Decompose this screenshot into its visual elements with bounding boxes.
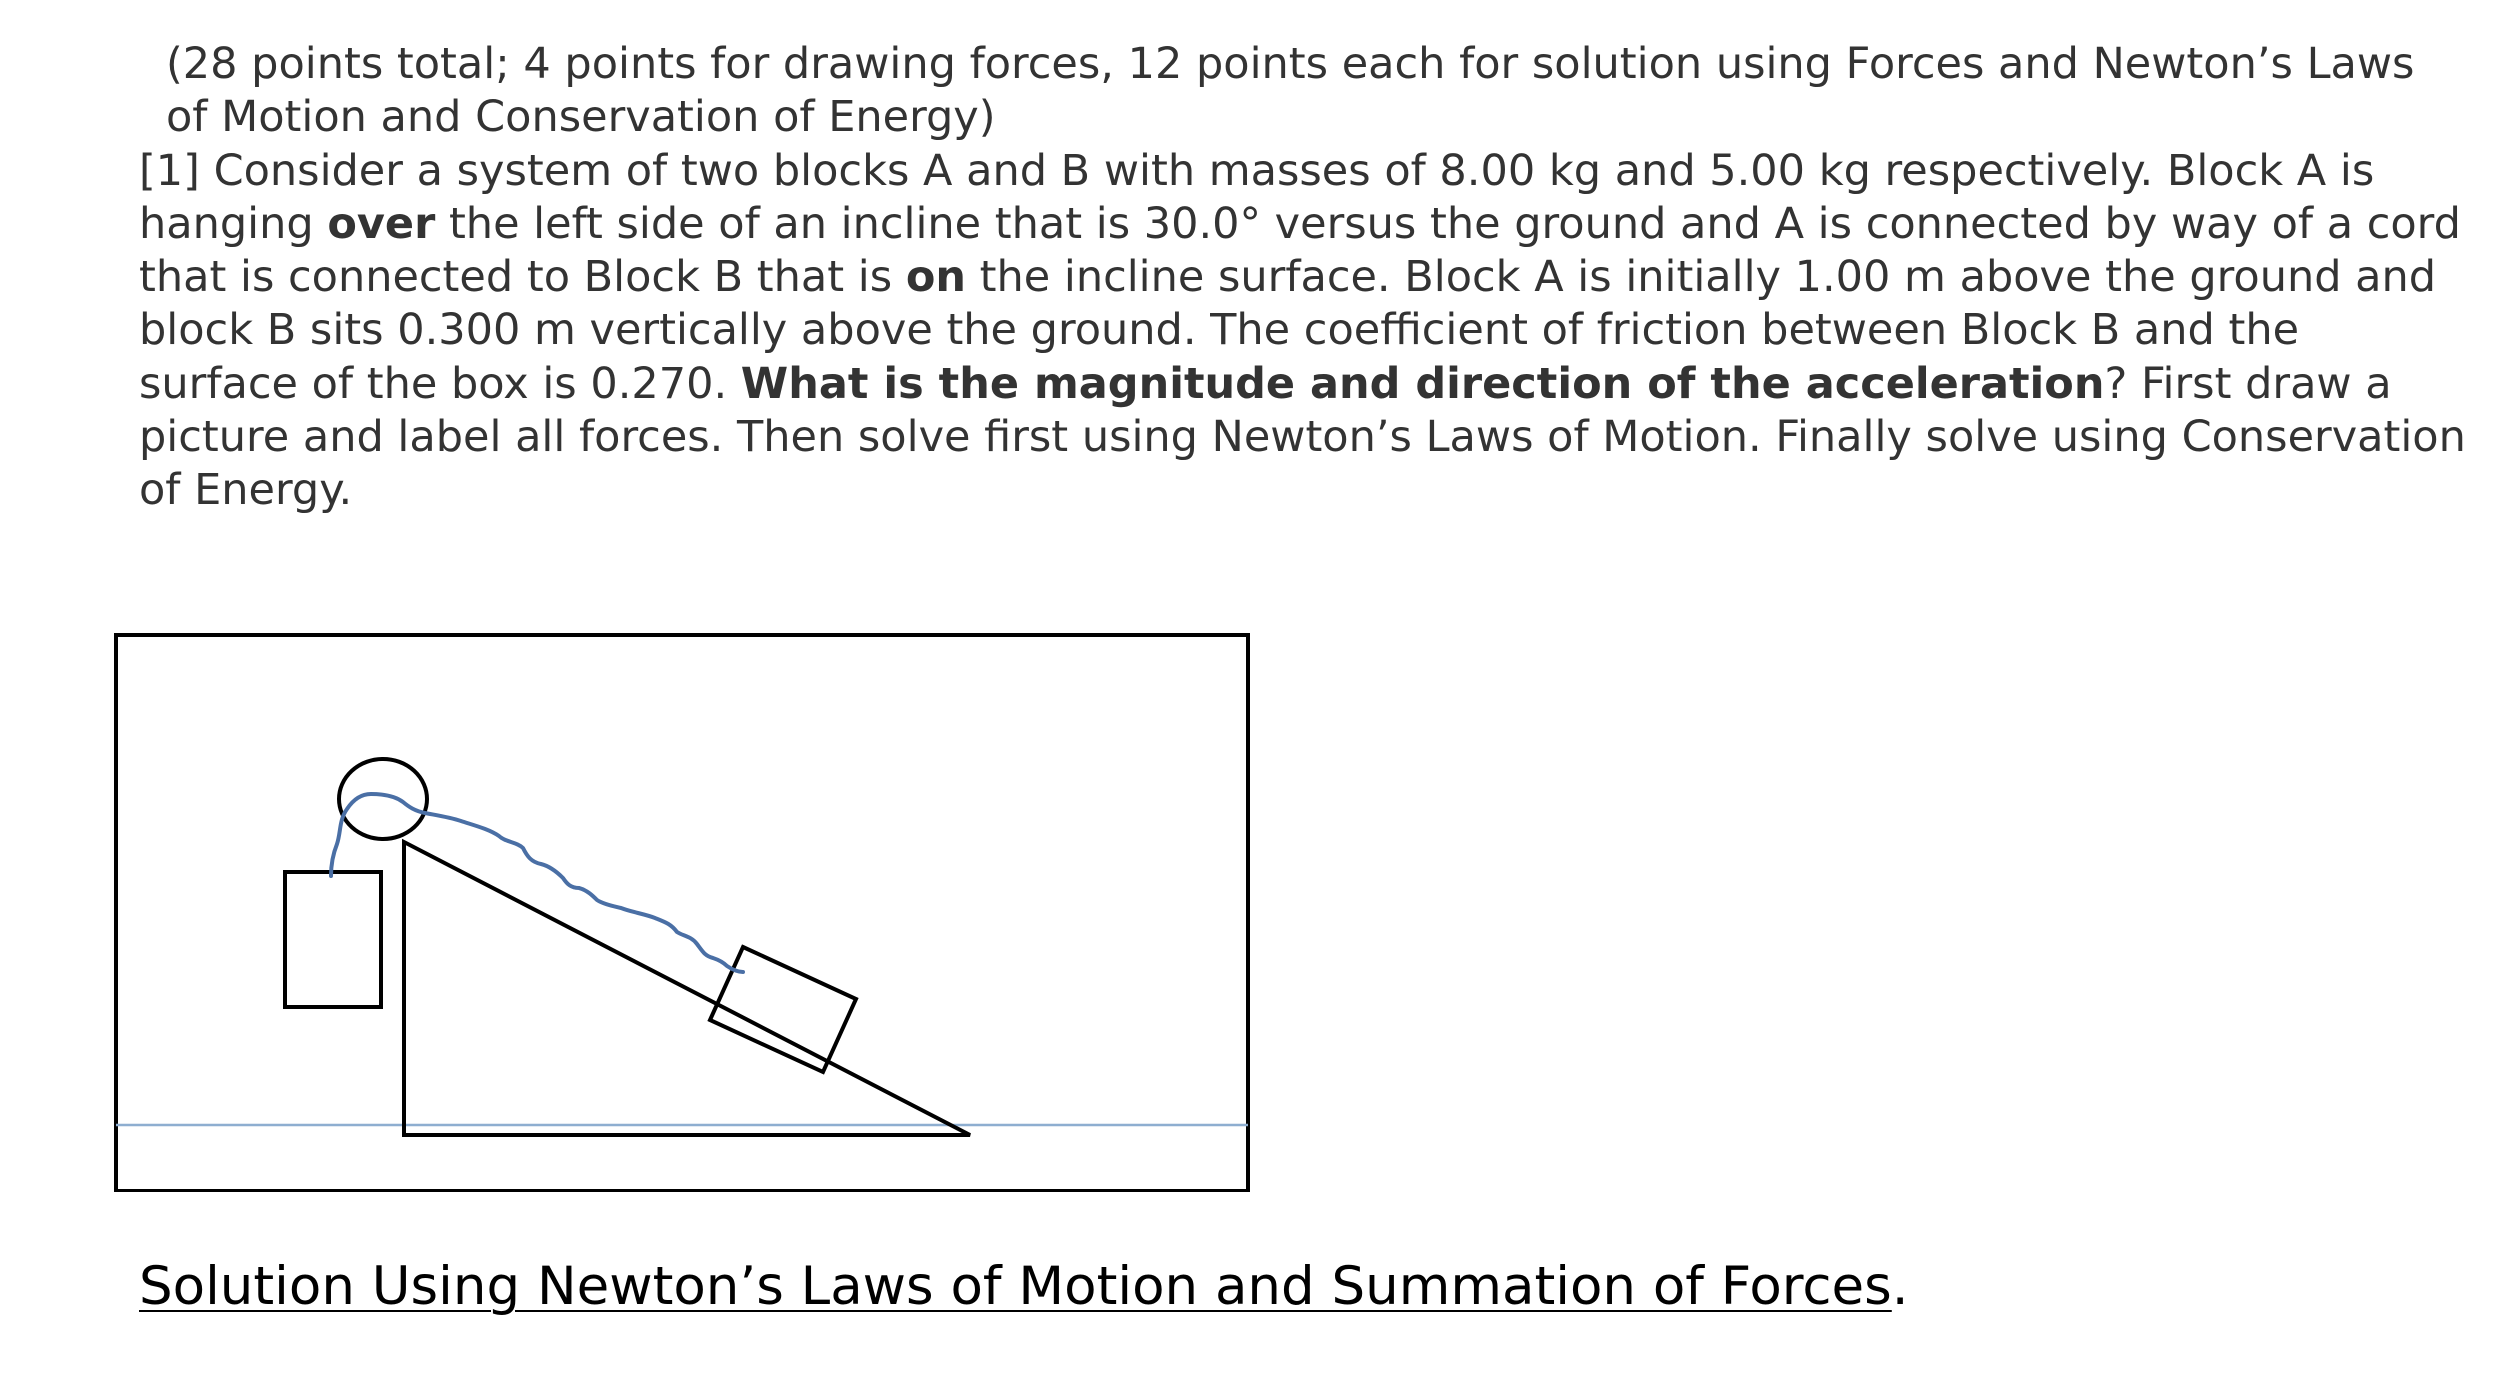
pulley <box>339 759 427 839</box>
problem-text-2: the left side of an incline that is 30.0° versus the ground and A is connected by way of a cord that is connected to Block B that is <box>139 198 2461 303</box>
emphasis-on: on <box>905 252 966 303</box>
block-a <box>285 872 381 1007</box>
problem-text-1: [1] Consider a system of two blocks A and B with masses of 8.00 kg and 5.00 kg respectively. Block A is hanging <box>139 145 2375 249</box>
problem-statement <box>139 38 2469 518</box>
solution-heading-text: Solution Using Newton’s Laws of Motion and Summation of Forces <box>139 1256 1892 1317</box>
incline-diagram <box>113 632 1251 1192</box>
points-breakdown: (28 points total; 4 points for drawing forces, 12 points each for solution using Forces and Newton’s Laws of Motion and Conservation of Energy) <box>166 39 2415 143</box>
incline-wedge <box>404 842 970 1135</box>
problem-text-4: ? First draw a picture and label all forces. Then solve first using Newton’s Laws of Motion. Finally solve using Conservation of Energy. <box>139 358 2466 516</box>
cord <box>331 794 743 972</box>
solution-heading-period: . <box>1891 1256 1909 1317</box>
question-emphasis: What is the magnitude and direction of the acceleration <box>740 358 2105 409</box>
problem-text-3: the incline surface. Block A is initially 1.00 m above the ground and block B sits 0.300 m vertically above the ground. The coefficient of friction between Block B and the surface of the box is 0.270. <box>139 252 2437 409</box>
emphasis-over: over <box>327 198 436 249</box>
solution-heading <box>139 1256 1909 1317</box>
problem-body <box>139 145 2469 518</box>
